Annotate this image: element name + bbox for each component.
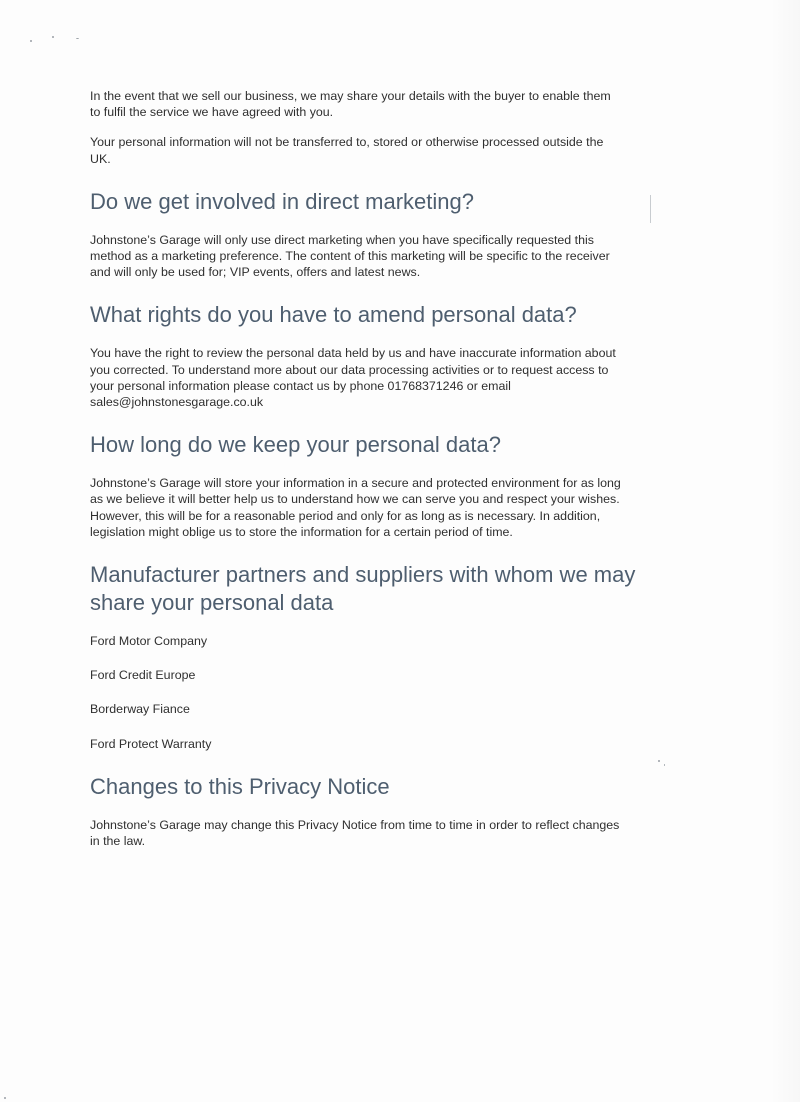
heading-changes: Changes to this Privacy Notice [90,773,390,799]
intro-paragraph-transfer: Your personal information will not be transferred to, stored or otherwise processed outside the UK. [90,135,604,166]
scan-speck [76,38,79,39]
scan-speck [52,36,54,38]
paragraph-direct-marketing: Johnstone’s Garage will only use direct marketing when you have specifically requested this method as a marketing preference. The content of this marketing will be specific to the receiver and will only be used for; VIP events, offers and latest news. [90,232,610,280]
scan-speck [4,1097,6,1099]
scan-speck [30,40,32,42]
heading-rights: What rights do you have to amend personal data? [90,302,577,328]
partner-item: Ford Protect Warranty [90,736,212,751]
paragraph-retention: Johnstone’s Garage will store your information in a secure and protected environment for as long as we believe it will better help us to understand how we can serve you and respect your wishes. However, this will be for a reasonable period and only for as long as is necessary. In addition, legislation might oblige us to store the information for a certain period of time. [90,476,621,539]
heading-retention: How long do we keep your personal data? [90,432,501,458]
partner-item: Ford Credit Europe [90,668,196,683]
heading-partners: Manufacturer partners and suppliers with whom we may share your personal data [90,562,636,616]
partner-item: Borderway Fiance [90,702,190,717]
paragraph-rights: You have the right to review the personal data held by us and have inaccurate information about you corrected. To understand more about our data processing activities or to request access to your personal information please contact us by phone 01768371246 or email sales@johnstonesgarage.co.uk [90,346,616,410]
document-body [90,88,688,849]
paragraph-changes: Johnstone’s Garage may change this Privacy Notice from time to time in order to reflect changes in the law. [90,817,620,849]
heading-direct-marketing: Do we get involved in direct marketing? [90,188,474,214]
partner-item: Ford Motor Company [90,634,208,649]
intro-paragraph-sale: In the event that we sell our business, we may share your details with the buyer to enable them to fulfil the service we have agreed with you. [90,89,611,120]
partner-list [90,633,688,752]
